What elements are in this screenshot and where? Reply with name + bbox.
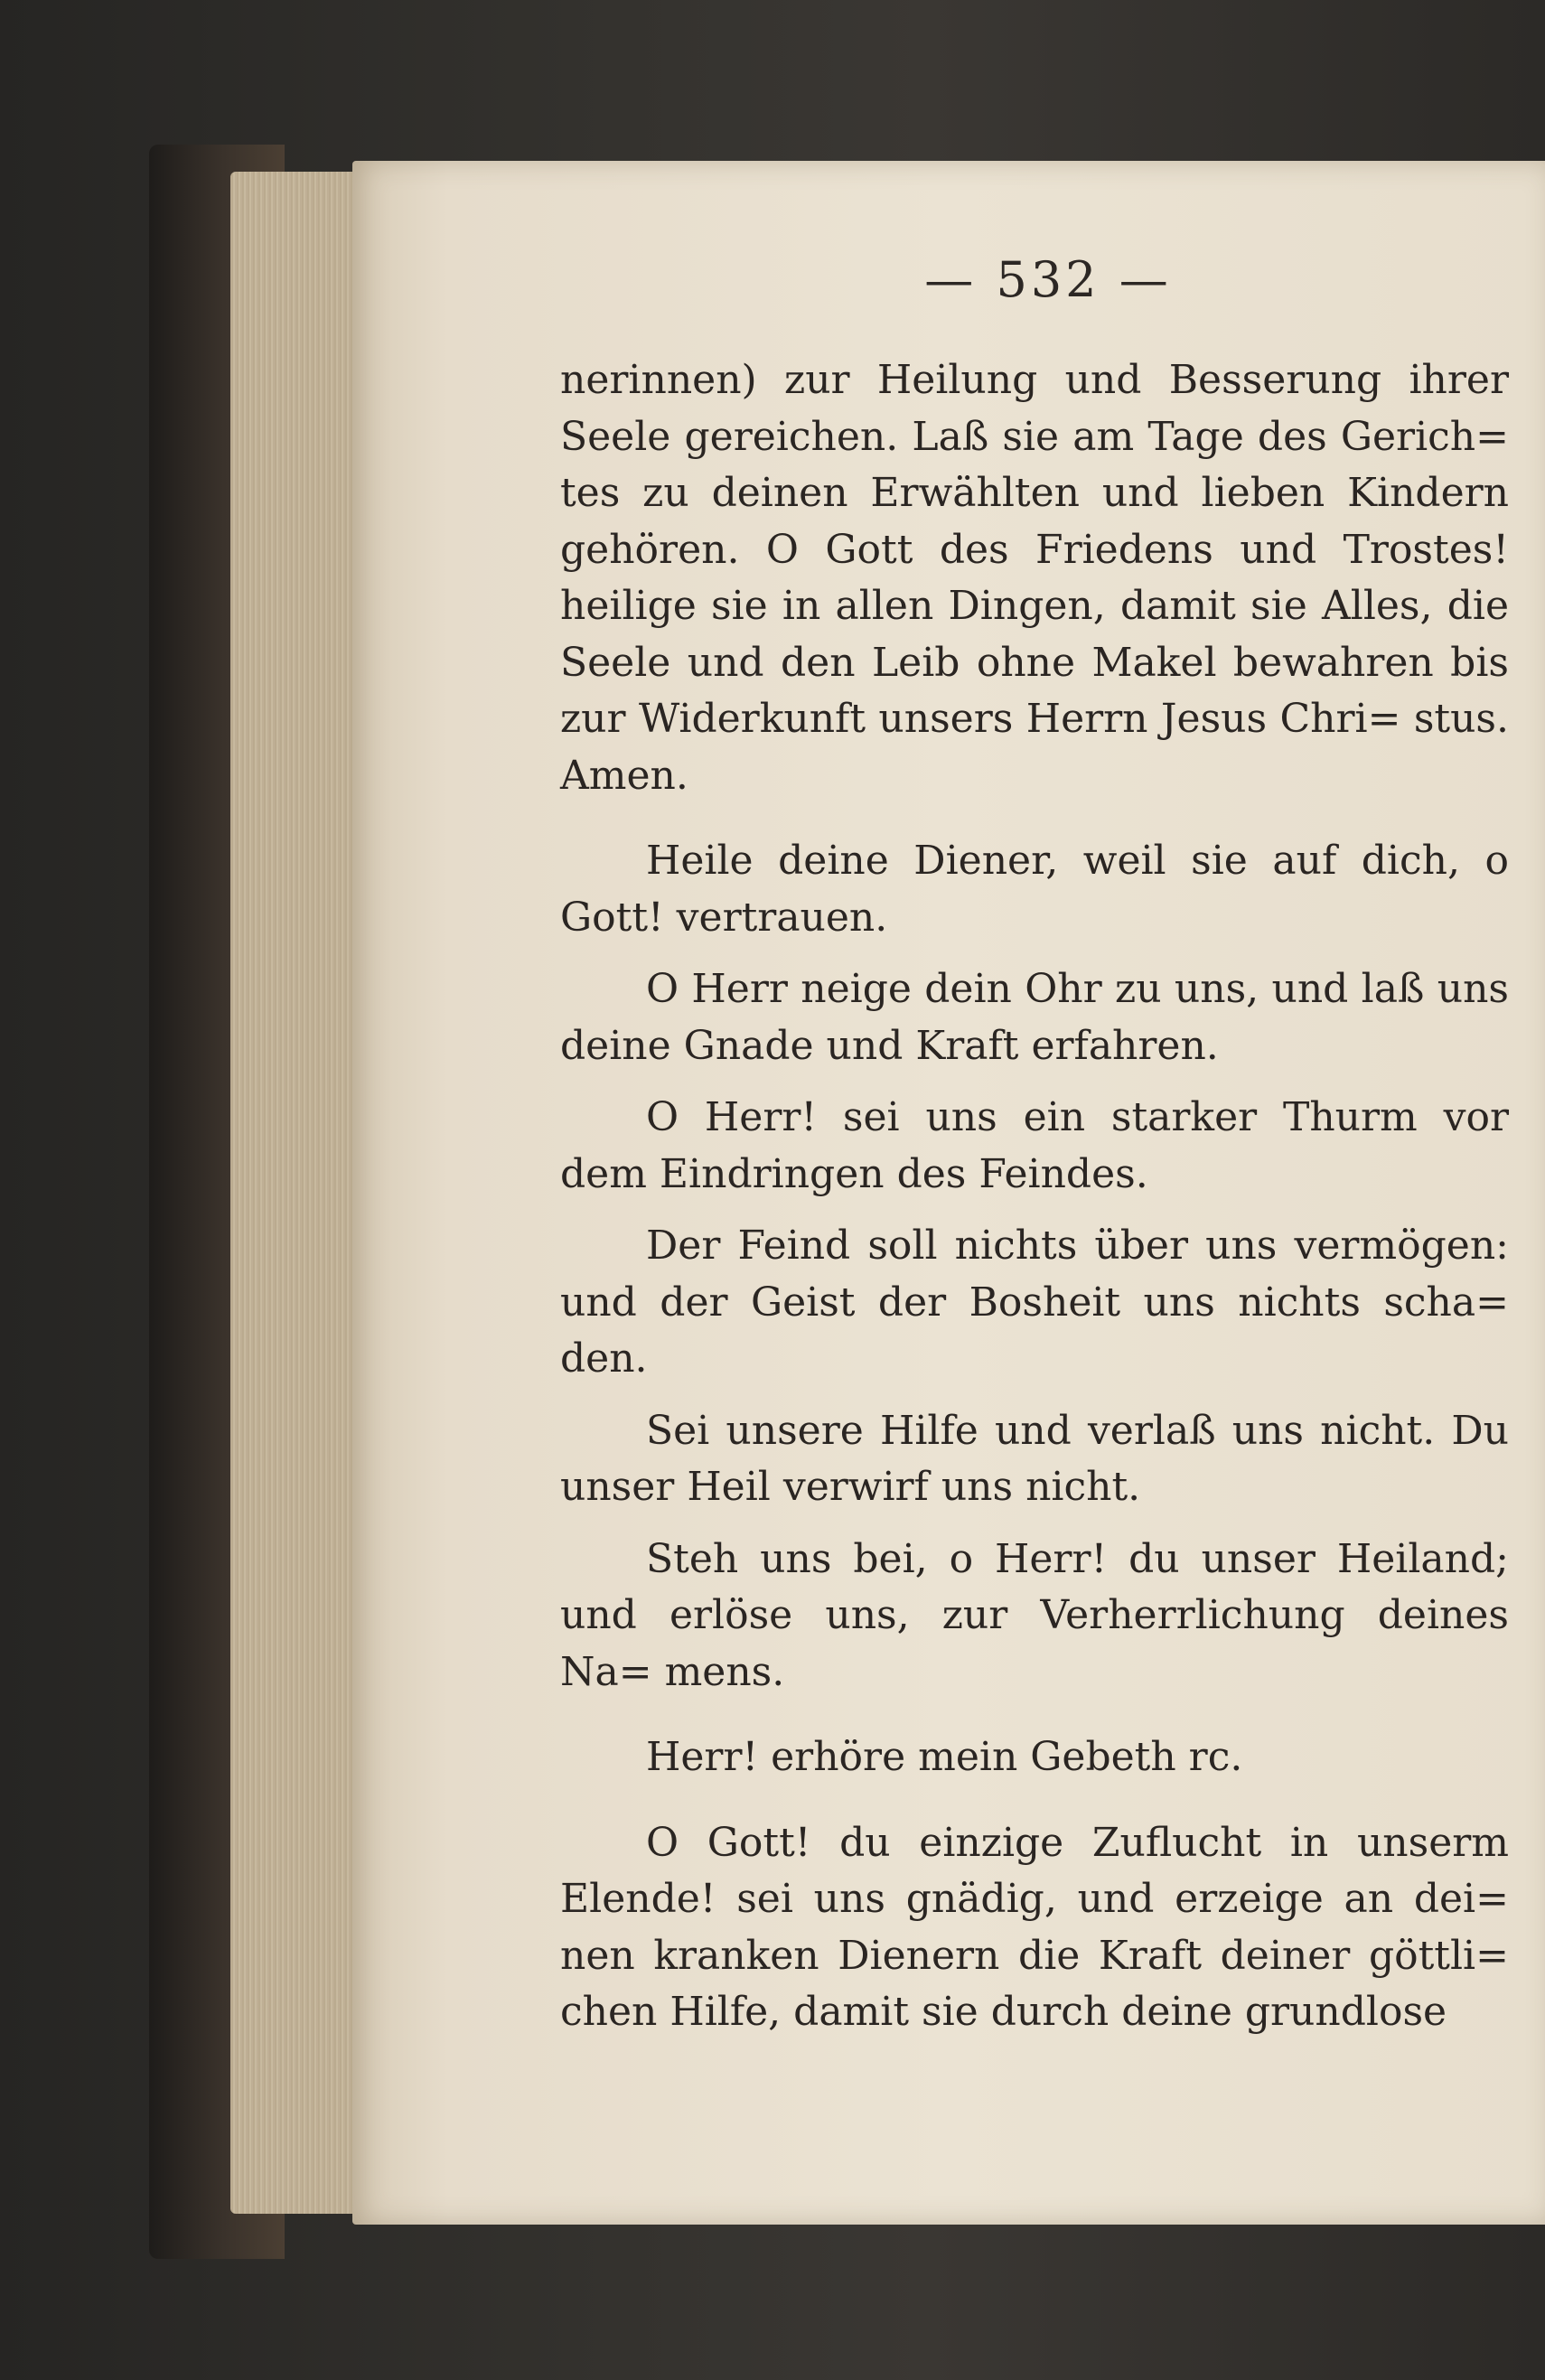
paragraph-7: Steh uns bei, o Herr! du unser Heiland; und erlöse uns, zur Verherrlichung deines Na= mens. bbox=[560, 1535, 1509, 1695]
paragraph-8: Herr! erhöre mein Gebeth rc. bbox=[646, 1734, 1243, 1780]
paragraph-9: O Gott! du einzige Zuflucht in unserm Elende! sei uns gnädig, und erzeige an dei= nen kranken Dienern die Kraft deiner göttli= chen Hilfe, damit sie durch deine grundlose bbox=[560, 1819, 1509, 2035]
page-text bbox=[560, 352, 1509, 2041]
paragraph-4: O Herr! sei uns ein starker Thurm vor dem Eindringen des Feindes. bbox=[560, 1094, 1509, 1197]
page-edges bbox=[230, 172, 357, 2214]
paragraph-3: O Herr neige dein Ohr zu uns, und laß uns deine Gnade und Kraft erfahren. bbox=[560, 966, 1509, 1069]
paragraph-1: nerinnen) zur Heilung und Besserung ihrer Seele gereichen. Laß sie am Tage des Gerich= tes zu deinen Erwählten und lieben Kindern gehören. O Gott des Friedens und Trostes! heilige sie in allen Dingen, damit sie Alles, die Seele und den Leib ohne Makel bewahren bis zur Widerkunft unsers Herrn Jesus Chri= stus. Amen. bbox=[560, 357, 1509, 799]
paragraph-6: Sei unsere Hilfe und verlaß uns nicht. Du unser Heil verwirf uns nicht. bbox=[560, 1407, 1509, 1510]
paragraph-2: Heile deine Diener, weil sie auf dich, o Gott! vertrauen. bbox=[560, 838, 1509, 941]
paragraph-5: Der Feind soll nichts über uns vermögen: und der Geist der Bosheit uns nichts scha= den. bbox=[560, 1223, 1509, 1382]
page-number: — 532 — bbox=[924, 251, 1172, 308]
